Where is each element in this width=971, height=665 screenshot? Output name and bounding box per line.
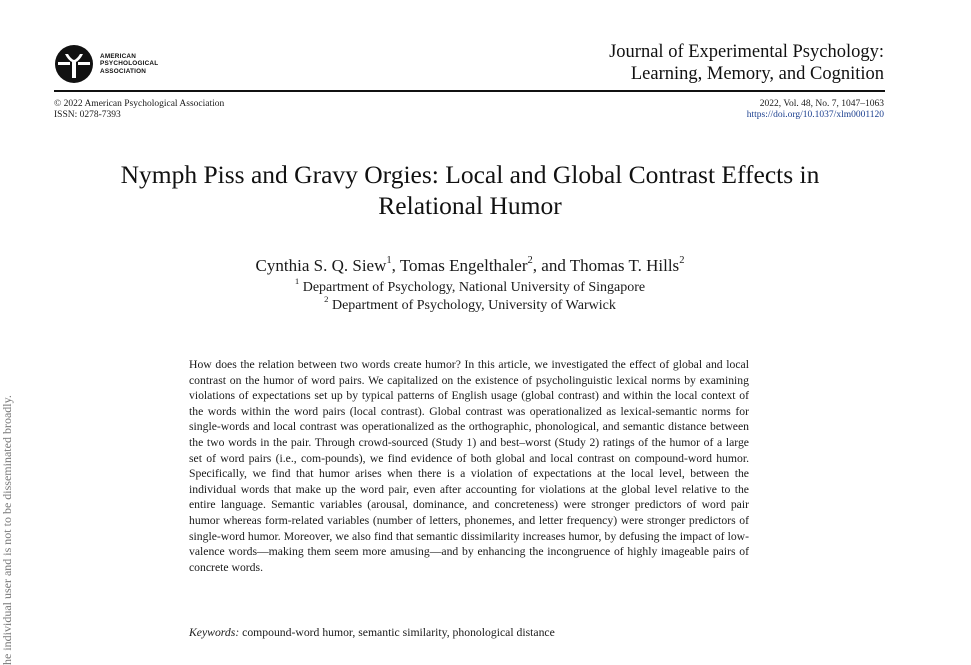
- affiliation-text: Department of Psychology, National University of Singapore: [299, 280, 646, 295]
- author-affiliation-number: 1: [386, 255, 392, 267]
- issn-text: ISSN: 0278-7393: [54, 109, 121, 120]
- apa-logo: [54, 44, 158, 84]
- journal-name-line2: Learning, Memory, and Cognition: [630, 64, 884, 84]
- side-watermark: he individual user and is not to be disseminated broadly.: [0, 395, 14, 665]
- affiliation-number: 1: [294, 276, 300, 287]
- affiliation-1: [0, 276, 940, 297]
- copyright-block: [54, 99, 224, 120]
- author-separator: , and: [532, 256, 570, 275]
- citation-block: [747, 99, 884, 120]
- author-affiliation-number: 2: [679, 255, 685, 267]
- affiliation-number: 2: [324, 294, 329, 305]
- apa-emblem-icon: [54, 44, 94, 84]
- article-title-line2: Relational Humor: [378, 191, 562, 220]
- doi-link[interactable]: https://doi.org/10.1037/xlm0001120: [746, 109, 884, 120]
- author-separator: ,: [391, 256, 400, 275]
- author-name: Tomas Engelthaler: [399, 256, 528, 275]
- author-affiliation-number: 2: [527, 255, 533, 267]
- journal-name: [609, 41, 884, 85]
- citation-text: 2022, Vol. 48, No. 7, 1047–1063: [759, 99, 884, 109]
- abstract: How does the relation between two words create humor? In this article, we investigated the effect of global and local contrast on the humor of word pairs. We capitalized on the existence of psycholinguistic lexical norms by examining violations of expectations set up by typical patterns of English usage (global contrast) and within the local context of the words within the word pairs (local contrast). Global contrast was operationalized as lexical-semantic norms for single-words and local contrast was operationalized as the orthographic, phonological, and semantic distance between the two words in the pair. Through crowd-sourced (Study 1) and best–worst (Study 2) ratings of the humor of a large set of word pairs (i.e., com-pounds), we find evidence of both global and local contrast on compound-word humor. Specifically, we find that humor arises when there is a violation of expectations at the local level, between the individual words that make up the word pair, even after accounting for violations at the global level relative to the entire language. Semantic variables (arousal, dominance, and concreteness) were stronger predictors of word pair humor whereas form-related variables (number of letters, phonemes, and letter frequency) were stronger predictors of single-word humor. Moreover, we also find that semantic dissimilarity increases humor, by defusing the impact of low-valence words—making them seem more amusing—and by enhancing the incongruence of highly imageable pairs of concrete words.: [189, 358, 749, 574]
- article-title: [70, 159, 870, 221]
- author-name: Cynthia S. Q. Siew: [255, 256, 387, 275]
- article-title-line1: Nymph Piss and Gravy Orgies: Local and Global Contrast Effects in: [120, 160, 820, 189]
- copyright-text: © 2022 American Psychological Association: [54, 99, 225, 109]
- keywords-list: compound-word humor, semantic similarity, phonological distance: [239, 626, 555, 639]
- header-rule: [54, 90, 885, 92]
- author-list: [0, 256, 940, 276]
- affiliation-2: [0, 294, 940, 315]
- keywords-label: Keywords:: [189, 626, 240, 639]
- journal-name-line1: Journal of Experimental Psychology:: [609, 42, 884, 62]
- keywords: [189, 625, 555, 640]
- affiliation-text: Department of Psychology, University of Warwick: [328, 298, 616, 313]
- apa-logo-text: AMERICAN PSYCHOLOGICAL ASSOCIATION: [100, 52, 159, 75]
- author-name: Thomas T. Hills: [569, 256, 680, 275]
